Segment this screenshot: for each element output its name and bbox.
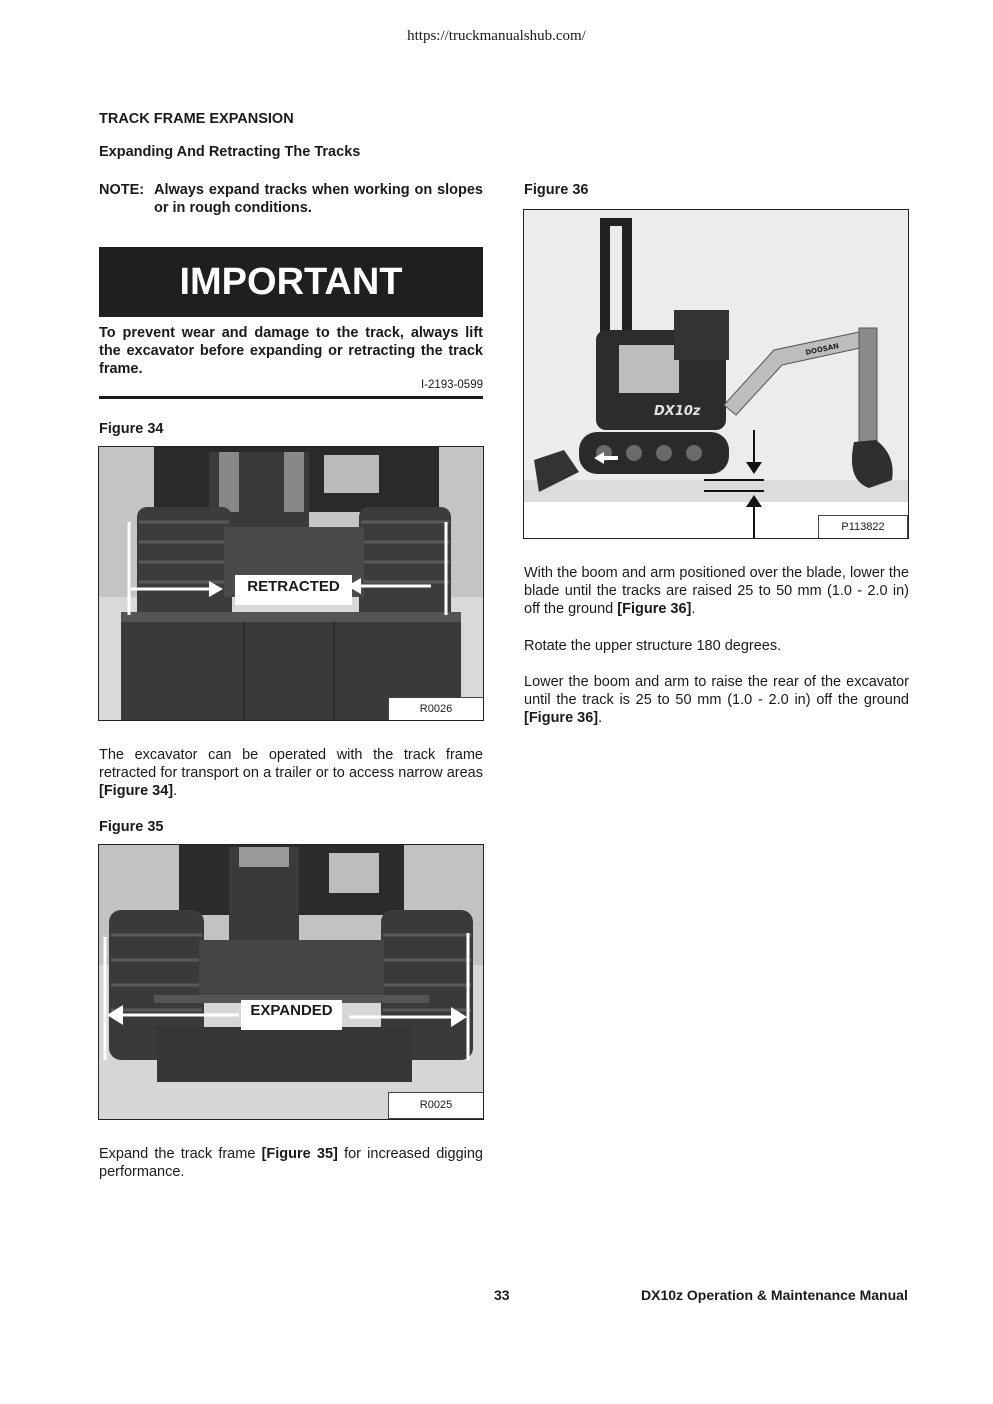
figure-36-illustration <box>524 210 909 539</box>
figure-36-label: Figure 36 <box>524 182 589 198</box>
paragraph-rotate: Rotate the upper structure 180 degrees. <box>524 638 782 654</box>
figure-34-code: R0026 <box>388 697 484 721</box>
note-text: Always expand tracks when working on slopes or in rough conditions. <box>154 182 483 216</box>
paragraph-retracted: The excavator can be operated with the track frame retracted for transport on a trailer or to access narrow areas [Figure 34]. <box>99 747 483 799</box>
brand-text: DOOSAN <box>804 342 840 357</box>
important-heading: IMPORTANT <box>99 247 483 317</box>
figure-36-ref-2: [Figure 36] <box>524 710 599 726</box>
note-label: NOTE: <box>99 182 145 198</box>
paragraph-raise-rear: Lower the boom and arm to raise the rear of the excavator until the track is 25 to 50 mm (1.0 - 2.0 in) off the ground [Figure 36]. <box>524 674 909 726</box>
figure-34-ref: [Figure 34] <box>99 783 174 799</box>
machine-model-text: DX10z <box>654 404 701 419</box>
figure-35-label: Figure 35 <box>99 819 164 835</box>
note-block <box>99 181 483 221</box>
retracted-label: RETRACTED <box>235 575 352 605</box>
figure-36-code: P113822 <box>818 515 908 539</box>
header-url[interactable]: https://truckmanualshub.com/ <box>407 28 586 44</box>
figure-35-code: R0025 <box>388 1092 484 1119</box>
important-code: I-2193-0599 <box>420 379 483 391</box>
section-title: TRACK FRAME EXPANSION <box>99 111 294 127</box>
manual-title: DX10z Operation & Maintenance Manual <box>641 1287 908 1303</box>
figure-35-photo <box>98 844 484 1120</box>
figure-36-ref-1: [Figure 36] <box>617 601 692 617</box>
figure-36-photo <box>523 209 909 539</box>
figure-35-illustration <box>99 845 484 1120</box>
important-rule <box>99 396 483 399</box>
paragraph-expanded: Expand the track frame [Figure 35] for increased digging performance. <box>99 1146 483 1180</box>
figure-34-label: Figure 34 <box>99 421 164 437</box>
figure-34-photo <box>98 446 484 721</box>
figure-35-ref: [Figure 35] <box>261 1146 338 1162</box>
important-text: To prevent wear and damage to the track, always lift the excavator before expanding or retracting the track frame. <box>99 325 483 377</box>
page-number: 33 <box>494 1287 510 1303</box>
section-subtitle: Expanding And Retracting The Tracks <box>99 144 361 160</box>
paragraph-lower-blade: With the boom and arm positioned over the blade, lower the blade until the tracks are raised 25 to 50 mm (1.0 - 2.0 in) off the ground [Figure 36]. <box>524 565 909 617</box>
expanded-label: EXPANDED <box>241 1000 342 1030</box>
